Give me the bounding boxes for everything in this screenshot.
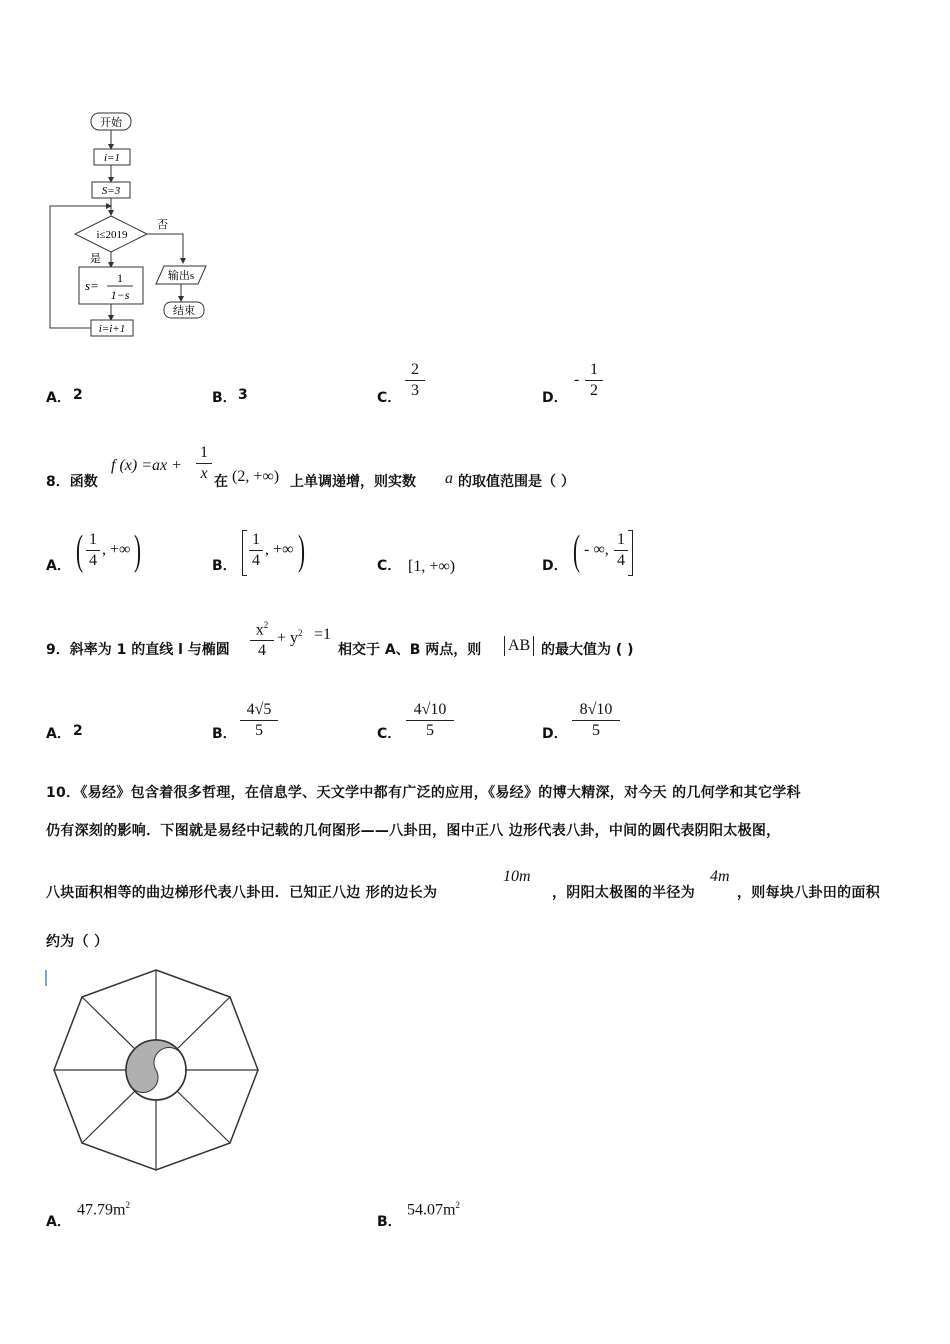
q9-option-d-fraction: 8√10 5 bbox=[572, 701, 620, 740]
q8-option-b-rparen: ) bbox=[298, 528, 305, 574]
q9-option-d-label: D． bbox=[542, 726, 568, 742]
q8-variable: a bbox=[445, 470, 453, 487]
flow-condition-text: i≤2019 bbox=[96, 229, 128, 241]
q8-option-b-lbracket bbox=[242, 530, 247, 576]
q8-interval: (2, +∞) bbox=[232, 468, 280, 485]
q9-option-b-fraction: 4√5 5 bbox=[240, 701, 278, 740]
q8-option-a-label: A． bbox=[46, 558, 71, 574]
flow-end-text: 结束 bbox=[173, 305, 195, 317]
flow-init-s-text: S=3 bbox=[101, 185, 121, 197]
q7-option-b-label: B． bbox=[212, 390, 237, 406]
q7-option-c-label: C． bbox=[377, 390, 402, 406]
q8-option-a-fraction: 1 4 bbox=[86, 531, 100, 570]
q10-option-a-label: A． bbox=[46, 1214, 71, 1230]
q10-line-4: 约为（ ） bbox=[46, 934, 109, 950]
flow-output-text: 输出s bbox=[167, 270, 195, 282]
flow-assign-den: 1−s bbox=[110, 288, 130, 302]
q8-function-fraction: 1 x bbox=[196, 444, 212, 483]
q10-line-1: 10．《易经》包含着很多哲理，在信息学、天文学中都有广泛的应用，《易经》的博大精深，对今天 的几何学和其它学科 bbox=[46, 785, 801, 801]
q9-ellipse-eq: =1 bbox=[314, 626, 332, 643]
q8-number: 8．函数 bbox=[46, 474, 98, 490]
bagua-figure bbox=[44, 964, 264, 1176]
q8-option-d-rbracket bbox=[628, 530, 633, 576]
q10-line-3b: ，阴阳太极图的半径为 bbox=[552, 885, 695, 901]
flow-no-label: 否 bbox=[157, 219, 168, 231]
q7-option-c-fraction: 2 3 bbox=[405, 361, 425, 400]
q10-option-b-label: B． bbox=[377, 1214, 402, 1230]
q7-option-a-label: A． bbox=[46, 390, 71, 406]
q9-ellipse-y: + $y^2$ bbox=[277, 628, 303, 647]
flow-incr-text: i=i+1 bbox=[98, 323, 126, 335]
q10-line-3a: 八块面积相等的曲边梯形代表八卦田．已知正八边 形的边长为 bbox=[46, 885, 438, 901]
flow-assign-num: 1 bbox=[117, 271, 123, 285]
q8-tail: 的取值范围是（ ） bbox=[458, 474, 575, 490]
q8-option-b-fraction: 1 4 bbox=[249, 531, 263, 570]
q9-number: 9．斜率为 1 的直线 l 与椭圆 bbox=[46, 642, 230, 658]
q8-in: 在 bbox=[214, 474, 228, 490]
q8-option-b-tail: , +∞ bbox=[265, 541, 294, 558]
flow-assign-lhs: s= bbox=[85, 278, 99, 293]
q8-option-d-label: D． bbox=[542, 558, 568, 574]
q9-tail: 的最大值为 ( ) bbox=[541, 642, 634, 658]
q9-option-a-value: 2 bbox=[73, 723, 83, 739]
flow-start-text: 开始 bbox=[100, 117, 122, 129]
q9-ellipse-x-fraction: $x^2$ 4 bbox=[250, 616, 274, 660]
q8-rest: 上单调递增，则实数 bbox=[290, 474, 416, 490]
q7-option-d-label: D． bbox=[542, 390, 568, 406]
q9-option-b-label: B． bbox=[212, 726, 237, 742]
q7-option-a-value: 2 bbox=[73, 387, 83, 403]
q9-option-c-fraction: 4√10 5 bbox=[406, 701, 454, 740]
q8-option-a-rparen: ) bbox=[134, 528, 141, 574]
q8-option-c-label: C． bbox=[377, 558, 402, 574]
q8-option-b-label: B． bbox=[212, 558, 237, 574]
q8-option-a-lparen: ( bbox=[76, 528, 83, 574]
q10-side-length: 10m bbox=[503, 868, 531, 885]
q7-option-b-value: 3 bbox=[238, 387, 248, 403]
q8-option-a-tail: , +∞ bbox=[102, 541, 131, 558]
flow-init-i-text: i=1 bbox=[104, 152, 120, 164]
q8-option-d-head: - ∞, bbox=[584, 541, 609, 558]
q8-option-d-fraction: 1 4 bbox=[614, 531, 628, 570]
q9-rest: 相交于 A、B 两点，则 bbox=[338, 642, 482, 658]
q10-option-b-value: $54.07m^2$ bbox=[407, 1200, 460, 1219]
q7-option-d-sign: - bbox=[574, 371, 580, 388]
q10-line-3c: ，则每块八卦田的面积 bbox=[737, 885, 880, 901]
q9-option-c-label: C． bbox=[377, 726, 402, 742]
flowchart-diagram bbox=[40, 108, 230, 348]
q7-option-d-fraction: 1 2 bbox=[585, 361, 603, 400]
flow-yes-label: 是 bbox=[90, 253, 101, 265]
q10-radius: 4m bbox=[710, 868, 730, 885]
q9-ab-abs: AB bbox=[504, 636, 534, 656]
q9-option-a-label: A． bbox=[46, 726, 71, 742]
q8-function-lhs: f (x) =ax + bbox=[111, 457, 182, 474]
q10-line-2: 仍有深刻的影响．下图就是易经中记载的几何图形——八卦田，图中正八 边形代表八卦，中间的圆代表阴阳太极图， bbox=[46, 823, 781, 839]
q10-option-a-value: $47.79m^2$ bbox=[77, 1200, 130, 1219]
q8-option-c-value: [1, +∞) bbox=[408, 558, 456, 575]
q8-option-d-lparen: ( bbox=[573, 528, 580, 574]
